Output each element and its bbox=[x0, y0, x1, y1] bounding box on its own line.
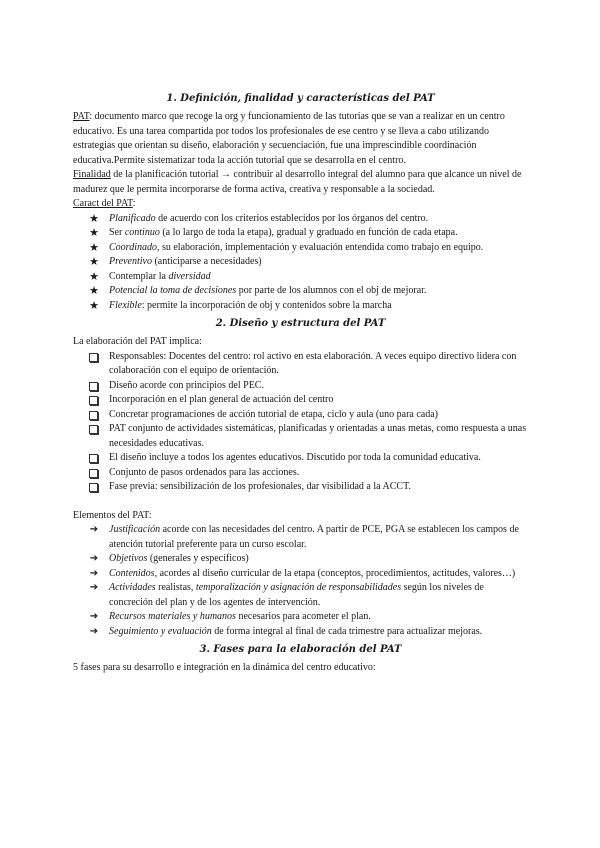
checkbox-icon bbox=[89, 425, 98, 434]
list-item: ★ Planificado de acuerdo con los criterios establecidos por los órganos del centro. bbox=[73, 212, 528, 227]
star-icon: ★ bbox=[89, 256, 99, 268]
elementos-list bbox=[73, 523, 528, 639]
spacer bbox=[73, 495, 528, 509]
star-icon: ★ bbox=[89, 227, 99, 239]
list-item: ➔ Justificación acorde con las necesidades del centro. A partir de PCE, PGA se establecen los campos de atención tutorial preferente para un curso escolar. bbox=[73, 523, 528, 552]
star-icon: ★ bbox=[89, 299, 99, 312]
checkbox-icon bbox=[89, 469, 98, 478]
elaboration-checklist bbox=[73, 350, 528, 495]
list-item: ★ Flexible: permite la incorporación de obj y contenidos sobre la marcha bbox=[73, 299, 528, 314]
list-item: ➔ Actividades realistas, temporalización y asignación de responsabilidades según los niveles de concreción del plan y de los agentes de intervención. bbox=[73, 581, 528, 610]
list-item: Conjunto de pasos ordenados para las acciones. bbox=[73, 466, 528, 481]
list-item: ➔ Recursos materiales y humanos necesarios para acometer el plan. bbox=[73, 610, 528, 625]
list-item: Incorporación en el plan general de actuación del centro bbox=[73, 393, 528, 408]
finalidad-paragraph: Finalidad de la planificación tutorial → contribuir al desarrollo integral del alumno para que alcance un nivel de madurez que le permita incorporarse de forma activa, creativa y responsable a la sociedad. bbox=[73, 169, 522, 195]
list-item: PAT conjunto de actividades sistemáticas, planificadas y orientadas a unas metas, como respuesta a unas necesidades educativas. bbox=[73, 422, 528, 451]
pat-term: PAT bbox=[73, 111, 90, 122]
arrow-right-icon: ➔ bbox=[89, 625, 99, 637]
finalidad-term: Finalidad bbox=[73, 169, 111, 180]
list-item: ★ Ser continuo (a lo largo de toda la etapa), gradual y graduado en función de cada etapa. bbox=[73, 226, 528, 241]
list-item: ➔ Seguimiento y evaluación de forma integral al final de cada trimestre para actualizar mejoras. bbox=[73, 625, 528, 640]
pat-definition: PAT: documento marco que recoge la org y funcionamiento de las tutorías que se van a realizar en un centro educativo. Es una tarea compartida por todos los profesionales de ese centro y se lleva a cabo utilizando estrategias que orientan su diseño, elaboración y secuenciación, fue una imprescindible coordinación educativa.Permite sistematizar toda la acción tutorial que se desarrolla en el centro. bbox=[73, 111, 505, 166]
checkbox-icon bbox=[89, 353, 98, 362]
list-item: ➔ Objetivos (generales y específicos) bbox=[73, 552, 528, 567]
list-item: Diseño acorde con principios del PEC. bbox=[73, 379, 528, 394]
section-1-heading: 1. Definición, finalidad y características del PAT bbox=[166, 93, 435, 104]
section-2-heading: 2. Diseño y estructura del PAT bbox=[215, 318, 386, 329]
list-item: ★ Contemplar la diversidad bbox=[73, 270, 528, 285]
arrow-right-icon: ➔ bbox=[89, 611, 99, 622]
checkbox-icon bbox=[89, 411, 98, 420]
arrow-right-icon: ➔ bbox=[89, 567, 99, 579]
section-3-heading: 3. Fases para la elaboración del PAT bbox=[199, 644, 402, 655]
arrow-right-icon: ➔ bbox=[89, 524, 99, 535]
list-item: ➔ Contenidos, acordes al diseño curricular de la etapa (conceptos, procedimientos, actitudes, valores…) bbox=[73, 567, 528, 582]
section-2-intro: La elaboración del PAT implica: bbox=[73, 336, 202, 347]
arrow-right-icon: ➔ bbox=[89, 553, 99, 564]
checkbox-icon bbox=[89, 382, 98, 391]
list-item: Concretar programaciones de acción tutorial de etapa, ciclo y aula (uno para cada) bbox=[73, 408, 528, 423]
list-item: El diseño incluye a todos los agentes educativos. Discutido por toda la comunidad educativa. bbox=[73, 451, 528, 466]
arrow-right-icon: ➔ bbox=[89, 582, 99, 593]
characteristics-list bbox=[73, 212, 528, 314]
elementos-label: Elementos del PAT: bbox=[73, 509, 152, 521]
list-item: Responsables: Docentes del centro: rol activo en esta elaboración. A veces equipo directivo lidera con colaboración con el equipo de orientación. bbox=[73, 350, 528, 379]
checkbox-icon bbox=[89, 454, 98, 463]
star-icon: ★ bbox=[89, 285, 99, 297]
list-item: ★ Preventivo (anticiparse a necesidades) bbox=[73, 255, 528, 270]
star-icon: ★ bbox=[89, 241, 99, 254]
section-3-intro: 5 fases para su desarrollo e integración en la dinámica del centro educativo: bbox=[73, 662, 376, 673]
list-item: Fase previa: sensibilización de los profesionales, dar visibilidad a la ACCT. bbox=[73, 480, 528, 495]
checkbox-icon bbox=[89, 483, 98, 492]
star-icon: ★ bbox=[89, 212, 99, 225]
caract-label: Caract del PAT: bbox=[73, 198, 136, 209]
list-item: ★ Potencial la toma de decisiones por parte de los alumnos con el obj de mejorar. bbox=[73, 284, 528, 299]
document-body bbox=[73, 92, 528, 676]
star-icon: ★ bbox=[89, 270, 99, 283]
checkbox-icon bbox=[89, 396, 98, 405]
list-item: ★ Coordinado, su elaboración, implementación y evaluación entendida como trabajo en equipo. bbox=[73, 241, 528, 256]
